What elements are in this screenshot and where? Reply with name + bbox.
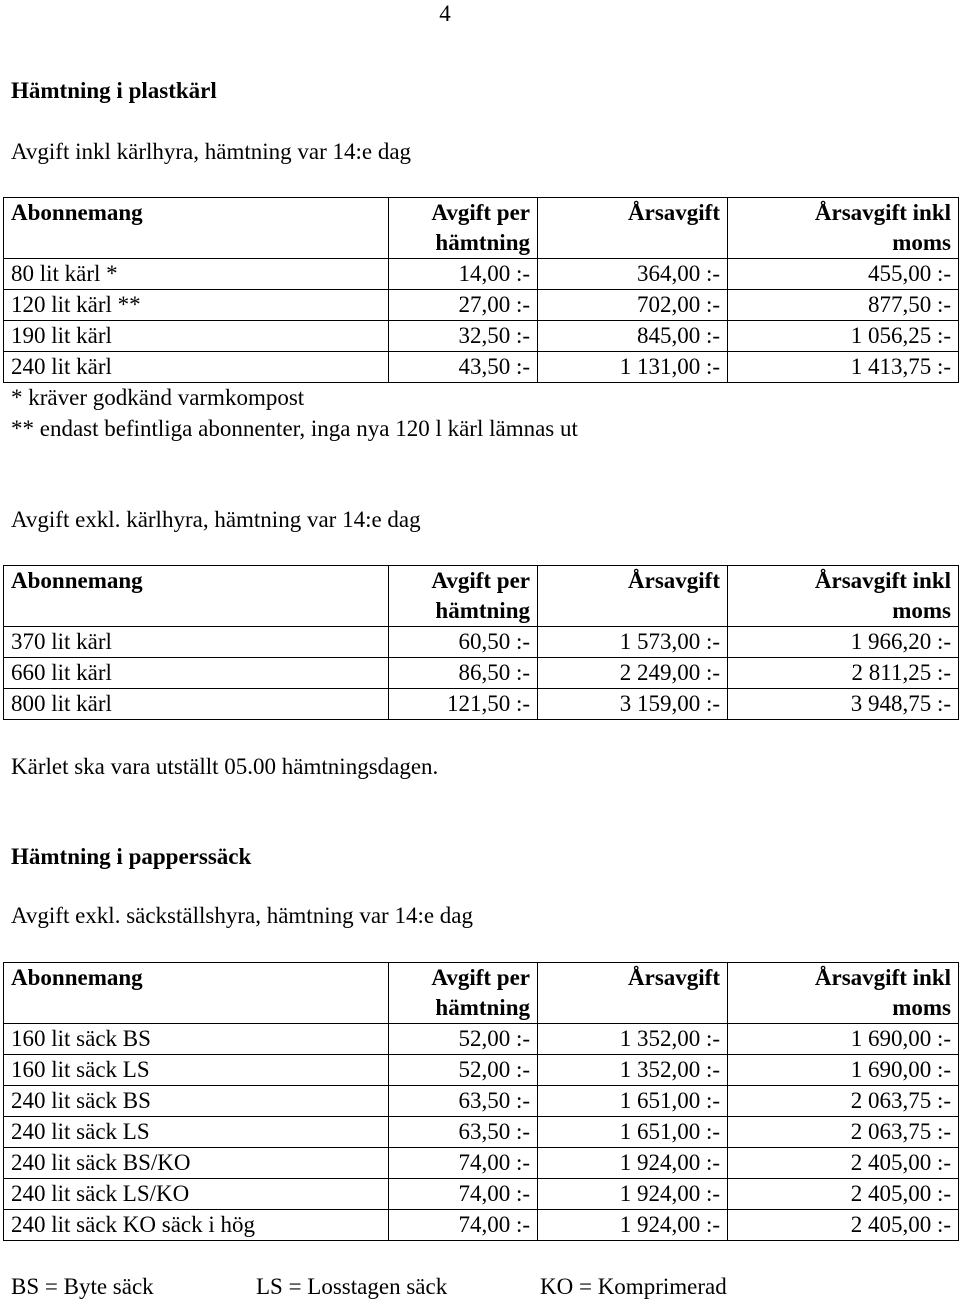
- cell-arsavgift-inkl-moms: 2 811,25 :-: [728, 658, 959, 689]
- cell-arsavgift-inkl-moms: 1 056,25 :-: [728, 321, 959, 352]
- cell-avgift-per-hamtning: 14,00 :-: [389, 259, 538, 290]
- cell-arsavgift: 1 131,00 :-: [538, 352, 728, 383]
- table-row: [4, 352, 959, 383]
- cell-avgift-per-hamtning: 74,00 :-: [389, 1210, 538, 1241]
- footnote-befintliga-abonnenter: ** endast befintliga abonnenter, inga nya 120 l kärl lämnas ut: [11, 416, 578, 441]
- section-title-plastkarl: Hämtning i plastkärl: [11, 78, 217, 103]
- cell-arsavgift: 702,00 :-: [538, 290, 728, 321]
- cell-avgift-per-hamtning: 52,00 :-: [389, 1024, 538, 1055]
- col-header-avgift-per-hamtning: Avgift per hämtning: [389, 963, 538, 1024]
- cell-arsavgift: 1 352,00 :-: [538, 1055, 728, 1086]
- cell-arsavgift: 845,00 :-: [538, 321, 728, 352]
- col-header-arsavgift: Årsavgift: [538, 566, 728, 627]
- cell-abonnemang: 80 lit kärl *: [4, 259, 389, 290]
- col-header-abonnemang: Abonnemang: [4, 963, 389, 1024]
- table-row: [4, 321, 959, 352]
- cell-arsavgift: 364,00 :-: [538, 259, 728, 290]
- cell-abonnemang: 190 lit kärl: [4, 321, 389, 352]
- table-row: [4, 1148, 959, 1179]
- cell-abonnemang: 160 lit säck LS: [4, 1055, 389, 1086]
- legend-ls: LS = Losstagen säck: [256, 1274, 448, 1299]
- section-title-papperssack: Hämtning i papperssäck: [11, 844, 252, 869]
- cell-avgift-per-hamtning: 52,00 :-: [389, 1055, 538, 1086]
- cell-arsavgift-inkl-moms: 1 690,00 :-: [728, 1024, 959, 1055]
- table-row: [4, 658, 959, 689]
- page-number: 4: [439, 1, 451, 26]
- legend-bs: BS = Byte säck: [11, 1274, 154, 1299]
- col-header-avgift-per-hamtning: Avgift per hämtning: [389, 566, 538, 627]
- cell-arsavgift: 1 651,00 :-: [538, 1086, 728, 1117]
- col-header-arsavgift-inkl-moms: Årsavgift inkl moms: [728, 198, 959, 259]
- table3-caption: Avgift exkl. säckställshyra, hämtning var 14:e dag: [11, 903, 474, 928]
- table-plastkarl-exkl-karlhyra: [3, 565, 959, 720]
- cell-avgift-per-hamtning: 32,50 :-: [389, 321, 538, 352]
- cell-abonnemang: 370 lit kärl: [4, 627, 389, 658]
- cell-arsavgift: 1 352,00 :-: [538, 1024, 728, 1055]
- cell-avgift-per-hamtning: 60,50 :-: [389, 627, 538, 658]
- cell-arsavgift-inkl-moms: 3 948,75 :-: [728, 689, 959, 720]
- cell-avgift-per-hamtning: 27,00 :-: [389, 290, 538, 321]
- cell-abonnemang: 800 lit kärl: [4, 689, 389, 720]
- col-header-avgift-per-hamtning: Avgift per hämtning: [389, 198, 538, 259]
- table2-caption: Avgift exkl. kärlhyra, hämtning var 14:e dag: [11, 507, 421, 532]
- cell-arsavgift-inkl-moms: 2 063,75 :-: [728, 1086, 959, 1117]
- table-row: [4, 627, 959, 658]
- cell-abonnemang: 160 lit säck BS: [4, 1024, 389, 1055]
- table-row: [4, 1179, 959, 1210]
- cell-avgift-per-hamtning: 43,50 :-: [389, 352, 538, 383]
- table-header-row: [4, 566, 959, 627]
- col-header-abonnemang: Abonnemang: [4, 566, 389, 627]
- col-header-abonnemang: Abonnemang: [4, 198, 389, 259]
- cell-abonnemang: 240 lit säck BS/KO: [4, 1148, 389, 1179]
- cell-abonnemang: 240 lit säck LS: [4, 1117, 389, 1148]
- col-header-arsavgift-inkl-moms: Årsavgift inkl moms: [728, 566, 959, 627]
- cell-arsavgift-inkl-moms: 1 413,75 :-: [728, 352, 959, 383]
- cell-abonnemang: 240 lit säck LS/KO: [4, 1179, 389, 1210]
- cell-abonnemang: 660 lit kärl: [4, 658, 389, 689]
- cell-arsavgift-inkl-moms: 2 063,75 :-: [728, 1117, 959, 1148]
- cell-arsavgift: 2 249,00 :-: [538, 658, 728, 689]
- cell-arsavgift-inkl-moms: 2 405,00 :-: [728, 1210, 959, 1241]
- cell-avgift-per-hamtning: 74,00 :-: [389, 1179, 538, 1210]
- table1-caption: Avgift inkl kärlhyra, hämtning var 14:e dag: [11, 139, 412, 164]
- cell-avgift-per-hamtning: 121,50 :-: [389, 689, 538, 720]
- table-header-row: [4, 198, 959, 259]
- table-row: [4, 1086, 959, 1117]
- col-header-arsavgift-inkl-moms: Årsavgift inkl moms: [728, 963, 959, 1024]
- col-header-arsavgift: Årsavgift: [538, 198, 728, 259]
- table-row: [4, 290, 959, 321]
- cell-abonnemang: 240 lit säck BS: [4, 1086, 389, 1117]
- col-header-arsavgift: Årsavgift: [538, 963, 728, 1024]
- cell-abonnemang: 240 lit kärl: [4, 352, 389, 383]
- cell-arsavgift-inkl-moms: 877,50 :-: [728, 290, 959, 321]
- cell-avgift-per-hamtning: 86,50 :-: [389, 658, 538, 689]
- cell-arsavgift-inkl-moms: 1 966,20 :-: [728, 627, 959, 658]
- legend-ko: KO = Komprimerad: [540, 1274, 727, 1299]
- table-row: [4, 1210, 959, 1241]
- cell-abonnemang: 120 lit kärl **: [4, 290, 389, 321]
- karl-utstallt-note: Kärlet ska vara utställt 05.00 hämtningsdagen.: [11, 754, 439, 779]
- cell-arsavgift-inkl-moms: 1 690,00 :-: [728, 1055, 959, 1086]
- cell-abonnemang: 240 lit säck KO säck i hög: [4, 1210, 389, 1241]
- cell-arsavgift-inkl-moms: 2 405,00 :-: [728, 1179, 959, 1210]
- cell-arsavgift: 1 924,00 :-: [538, 1179, 728, 1210]
- table-row: [4, 259, 959, 290]
- cell-arsavgift: 1 573,00 :-: [538, 627, 728, 658]
- footnote-varmkompost: * kräver godkänd varmkompost: [11, 385, 305, 410]
- cell-arsavgift: 1 651,00 :-: [538, 1117, 728, 1148]
- cell-avgift-per-hamtning: 74,00 :-: [389, 1148, 538, 1179]
- cell-avgift-per-hamtning: 63,50 :-: [389, 1117, 538, 1148]
- table-row: [4, 1055, 959, 1086]
- cell-arsavgift: 3 159,00 :-: [538, 689, 728, 720]
- cell-arsavgift: 1 924,00 :-: [538, 1148, 728, 1179]
- table-row: [4, 1117, 959, 1148]
- table-header-row: [4, 963, 959, 1024]
- table-plastkarl-inkl-karlhyra: [3, 197, 959, 383]
- cell-avgift-per-hamtning: 63,50 :-: [389, 1086, 538, 1117]
- cell-arsavgift: 1 924,00 :-: [538, 1210, 728, 1241]
- cell-arsavgift-inkl-moms: 2 405,00 :-: [728, 1148, 959, 1179]
- table-papperssack: [3, 962, 959, 1241]
- cell-arsavgift-inkl-moms: 455,00 :-: [728, 259, 959, 290]
- table-row: [4, 1024, 959, 1055]
- table-row: [4, 689, 959, 720]
